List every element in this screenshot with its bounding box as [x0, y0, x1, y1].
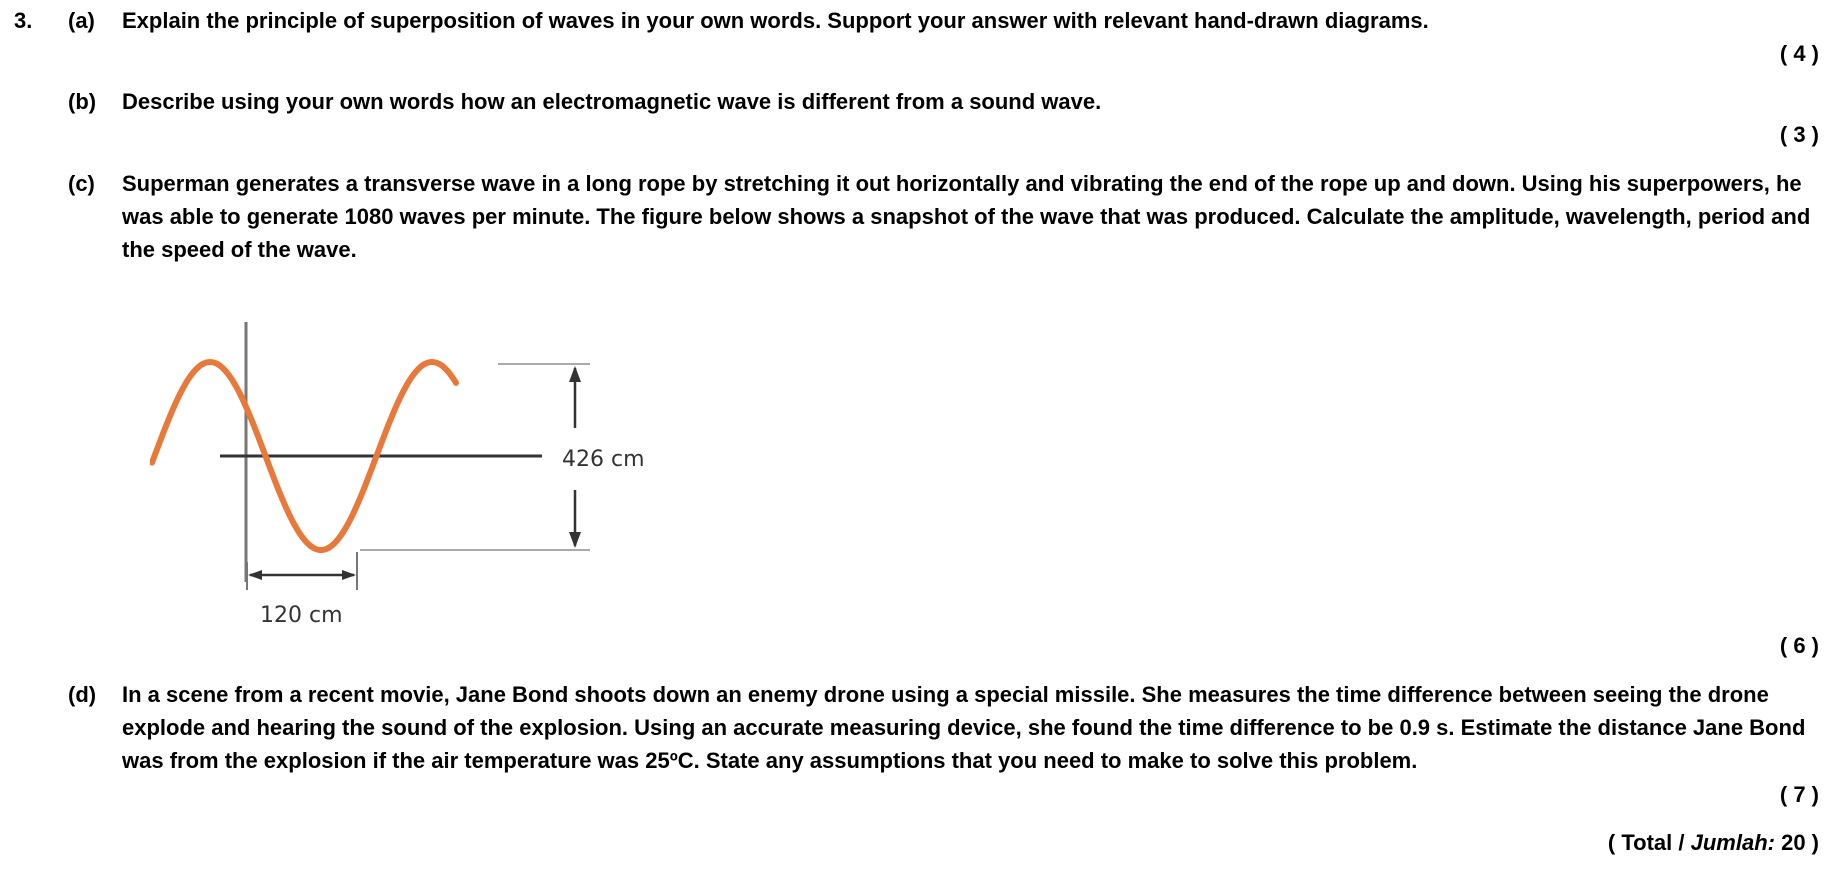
total-jumlah: Jumlah:	[1690, 830, 1775, 855]
arrowhead-left	[248, 570, 262, 580]
horizontal-dimension-label: 120 cm	[260, 603, 343, 628]
arrowhead-up	[569, 366, 581, 382]
total-value: 20 )	[1774, 830, 1819, 855]
wave-figure	[150, 300, 670, 630]
part-d-marks: ( 7 )	[1779, 782, 1819, 807]
part-d-label: (d)	[68, 682, 97, 707]
part-a-label: (a)	[68, 8, 95, 33]
part-b-text: Describe using your own words how an electromagnetic wave is different from a sound wave.	[122, 89, 1102, 114]
arrowhead-down	[569, 532, 581, 548]
total-marks	[1608, 830, 1819, 856]
question-number: 3.	[14, 8, 33, 33]
arrowhead-right	[342, 570, 356, 580]
part-d-text: In a scene from a recent movie, Jane Bond shoots down an enemy drone using a special missile. She measures the time difference between seeing the drone explode and hearing the sound of the explosion. Using an accurate measuring device, she found the time difference to be 0.9 s. Estimate the distance Jane Bond was from the explosion if the air temperature was 25ºC. State any assumptions that you need to make to solve this problem.	[122, 682, 1806, 773]
total-prefix: ( Total /	[1607, 830, 1691, 855]
vertical-dimension-label: 426 cm	[562, 447, 645, 472]
part-c-marks: ( 6 )	[1779, 633, 1819, 658]
part-c-label: (c)	[68, 171, 95, 196]
part-c-text: Superman generates a transverse wave in a long rope by stretching it out horizontally and vibrating the end of the rope up and down. Using his superpowers, he was able to generate 1080 waves per minute. The figure below shows a snapshot of the wave that was produced. Calculate the amplitude, wavelength, period and the speed of the wave.	[122, 171, 1811, 262]
part-b-marks: ( 3 )	[1779, 122, 1819, 147]
part-b-label: (b)	[68, 89, 97, 114]
part-a-text: Explain the principle of superposition of waves in your own words. Support your answer with relevant hand-drawn diagrams.	[122, 8, 1429, 33]
part-a-marks: ( 4 )	[1779, 41, 1819, 66]
